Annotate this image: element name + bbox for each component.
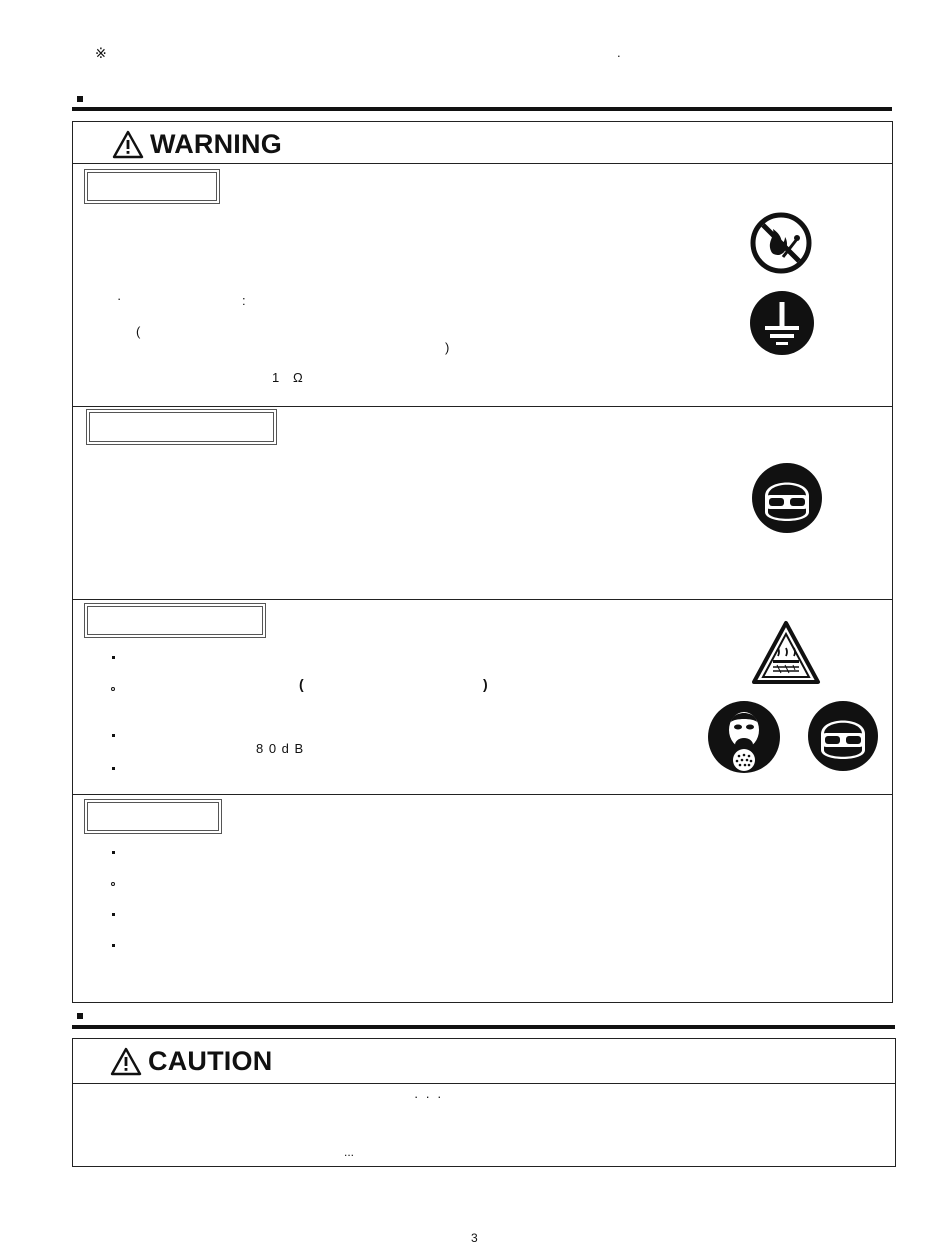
caution-heading-divider (73, 1083, 895, 1084)
section1-paren-close: ) (445, 340, 450, 355)
section4-label-box (84, 799, 222, 834)
section1-value-num: 1 (272, 370, 280, 385)
wear-respirator-icon (707, 700, 781, 774)
warning-title: WARNING (150, 129, 282, 159)
section3-bullet-2 (111, 687, 115, 691)
caution-title: CAUTION (148, 1046, 273, 1076)
section-rule-caution (72, 1025, 895, 1029)
section1-bullet: · (117, 291, 122, 306)
warning-heading (112, 129, 282, 160)
hot-surface-warning-icon (751, 620, 821, 686)
section3-bullet-3 (112, 734, 115, 737)
wear-safety-goggles-icon (751, 462, 823, 534)
warning-heading-divider (73, 163, 892, 164)
section3-noise-value: 8 0 d B (256, 741, 305, 756)
caution-triangle-icon (110, 1047, 142, 1076)
section-marker-caution (77, 1013, 83, 1019)
section2-label-box (86, 409, 277, 445)
section4-bullet-4 (112, 944, 115, 947)
section3-bullet-4 (112, 767, 115, 770)
caution-ellipsis-2: ... (344, 1145, 355, 1159)
section1-colon: : (242, 293, 246, 308)
note-mark: ※ (95, 45, 107, 61)
protective-earth-ground-icon (749, 290, 815, 356)
section1-paren-open: ( (136, 324, 141, 339)
page-number: 3 (471, 1231, 478, 1245)
caution-heading (110, 1046, 272, 1077)
section4-bullet-2 (111, 882, 115, 886)
warning-triangle-icon (112, 130, 144, 159)
warning-divider-2 (73, 599, 892, 600)
section4-bullet-3 (112, 913, 115, 916)
section3-bullet-1 (112, 656, 115, 659)
section3-paren-open: ( (299, 676, 304, 692)
wear-safety-goggles-icon-2 (807, 700, 879, 772)
section1-value-unit: Ω (293, 370, 303, 385)
caution-ellipsis-1: · · · (414, 1089, 442, 1104)
warning-divider-1 (73, 406, 892, 407)
note-end: . (617, 45, 621, 60)
no-open-flame-icon (749, 211, 813, 275)
section1-label-box (84, 169, 220, 204)
section-rule-warning (72, 107, 892, 111)
section3-paren-close: ) (483, 676, 488, 692)
section4-bullet-1 (112, 851, 115, 854)
section3-label-box (84, 603, 266, 638)
section-marker-warning (77, 96, 83, 102)
warning-divider-3 (73, 794, 892, 795)
